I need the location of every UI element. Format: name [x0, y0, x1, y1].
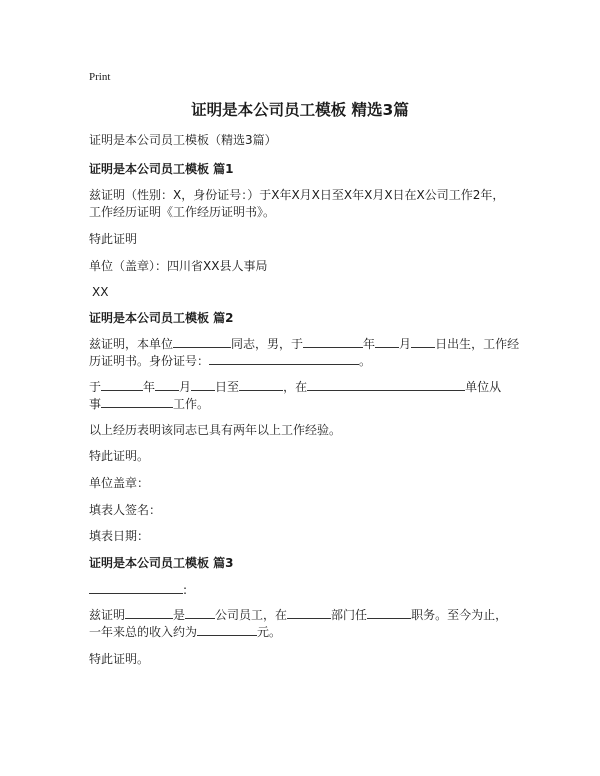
- section3-para1-line2: [89, 623, 529, 642]
- section1-line1: 兹证明（性别：X，身份证号：）于X年X月X日至X年X月X日在X公司工作2年，: [89, 188, 505, 202]
- section3-addressee: [89, 581, 529, 600]
- text-segment: 元。: [257, 625, 282, 639]
- blank-name[interactable]: [173, 335, 231, 348]
- text-segment: 职务。至今为止，: [411, 608, 508, 622]
- subtitle: 证明是本公司员工模板（精选3篇）: [89, 133, 277, 147]
- section1-unit: 单位（盖章）：四川省XX县人事局: [89, 259, 268, 273]
- blank-start-day[interactable]: [191, 378, 215, 391]
- text-segment: :: [183, 583, 188, 597]
- section1-sign: XX: [92, 285, 109, 299]
- text-segment: 部门任: [331, 608, 368, 622]
- blank-start-year[interactable]: [101, 378, 143, 391]
- section1-line2: 工作经历证明《工作经历证明书》。: [89, 205, 276, 219]
- blank-person[interactable]: [125, 606, 173, 619]
- blank-company[interactable]: [185, 606, 215, 619]
- section2-date: 填表日期：: [89, 529, 150, 543]
- blank-end-date[interactable]: [239, 378, 283, 391]
- section1-heading: 证明是本公司员工模板 篇1: [89, 162, 234, 176]
- blank-addressee[interactable]: [89, 581, 183, 594]
- text-segment: 年: [363, 337, 376, 351]
- blank-year[interactable]: [303, 335, 363, 348]
- text-segment: 日至: [215, 380, 240, 394]
- text-segment: 公司员工，在: [215, 608, 288, 622]
- text-segment: 单位从: [465, 380, 502, 394]
- text-segment: 兹证明，本单位: [89, 337, 174, 351]
- text-segment: 月: [179, 380, 192, 394]
- blank-month[interactable]: [375, 335, 399, 348]
- section2-heading: 证明是本公司员工模板 篇2: [89, 311, 234, 325]
- text-segment: 日出生，工作经: [435, 337, 520, 351]
- blank-day[interactable]: [411, 335, 435, 348]
- blank-id-number[interactable]: [209, 352, 359, 365]
- blank-income[interactable]: [197, 623, 257, 636]
- blank-department[interactable]: [287, 606, 331, 619]
- text-segment: 一年来总的收入约为: [89, 625, 198, 639]
- section3-heading: 证明是本公司员工模板 篇3: [89, 556, 234, 570]
- blank-position[interactable]: [367, 606, 411, 619]
- text-segment: 兹证明: [89, 608, 126, 622]
- blank-unit[interactable]: [307, 378, 465, 391]
- text-segment: 是: [173, 608, 186, 622]
- section2-seal: 单位盖章：: [89, 476, 150, 490]
- section2-filler: 填表人签名：: [89, 503, 162, 517]
- print-link[interactable]: Print: [89, 71, 111, 83]
- text-segment: 工作。: [173, 397, 210, 411]
- section1-certify: 特此证明: [89, 232, 138, 246]
- section2-para1-line2: [89, 352, 529, 371]
- page-title: 证明是本公司员工模板 精选3篇: [191, 101, 409, 119]
- section2-para3: 以上经历表明该同志已具有两年以上工作经验。: [89, 423, 342, 437]
- blank-start-month[interactable]: [155, 378, 179, 391]
- blank-job[interactable]: [101, 395, 173, 408]
- text-segment: 历证明书。身份证号：: [89, 354, 210, 368]
- section2-certify: 特此证明。: [89, 449, 150, 463]
- text-segment: 事: [89, 397, 102, 411]
- section3-certify: 特此证明。: [89, 652, 150, 666]
- text-segment: 。: [359, 354, 372, 368]
- text-segment: ，在: [283, 380, 308, 394]
- text-segment: 于: [89, 380, 102, 394]
- text-segment: 年: [143, 380, 156, 394]
- text-segment: 同志，男，于: [231, 337, 304, 351]
- section2-para2-line2: [89, 395, 529, 414]
- text-segment: 月: [399, 337, 412, 351]
